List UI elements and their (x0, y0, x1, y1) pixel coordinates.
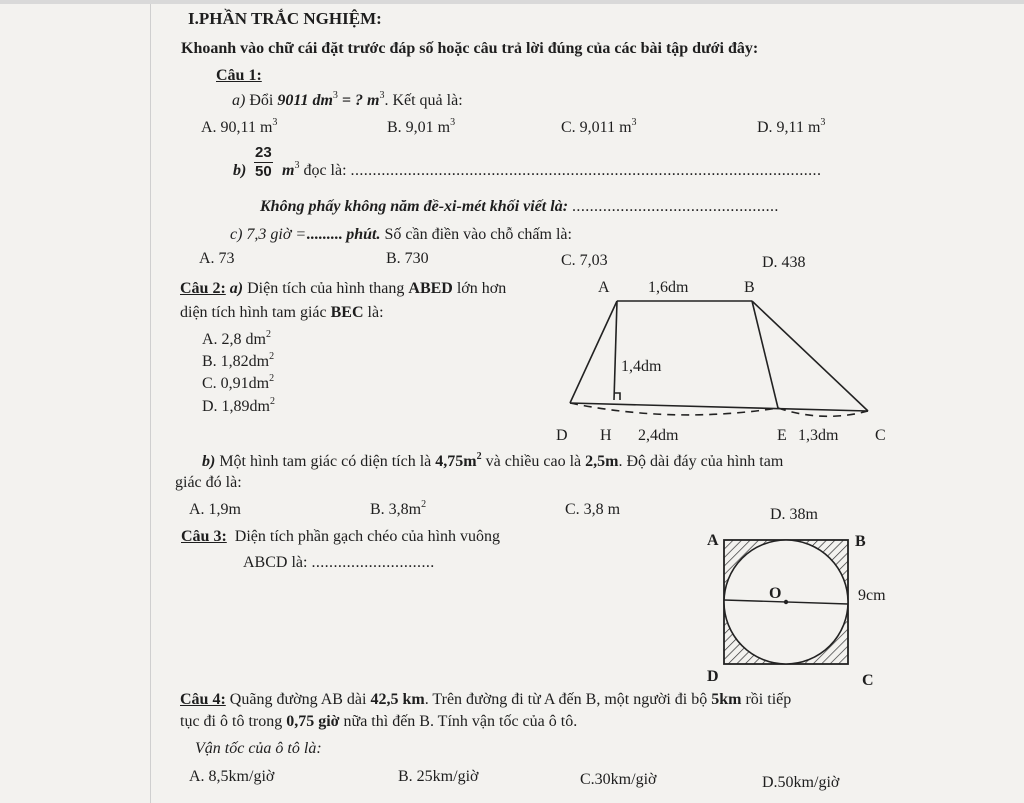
q2a-line2: diện tích hình tam giác BEC là: (180, 304, 384, 321)
label-a: A (598, 279, 610, 296)
q1b-denominator: 50 (255, 163, 272, 180)
q2a-option-a[interactable]: A. 2,8 $dm^2$ (202, 328, 271, 348)
label-dh: 2,4dm (638, 427, 679, 444)
q1a-text4: . Kết quả là: (384, 92, 463, 109)
q4-label: Câu 4: (180, 691, 226, 708)
q1c-option-d[interactable]: D. 438 (762, 254, 806, 271)
label-b: B (744, 279, 755, 296)
q4-option-b[interactable]: B. 25km/giờ (398, 768, 479, 785)
q1c-option-b[interactable]: B. 730 (386, 250, 429, 267)
q1c-option-c[interactable]: C. 7,03 (561, 252, 608, 269)
q4-prompt: Vận tốc của ô tô là: (195, 740, 322, 757)
q4-line2: tục đi ô tô trong 0,75 giờ nữa thì đến B. Tính vận tốc của ô tô. (180, 713, 578, 730)
sq-label-c: C (862, 672, 874, 689)
q2b-option-a[interactable]: A. 1,9m (189, 501, 241, 518)
q1a-prefix: a) (232, 92, 246, 109)
q1a-option-c[interactable]: C. 9,011 $m^3$ (561, 116, 637, 136)
label-e: E (777, 427, 787, 444)
q2a-option-d[interactable]: D. $1,89dm^2$ (202, 395, 275, 415)
sq-label-b: B (855, 533, 866, 550)
q1a-text1: Đổi (249, 92, 274, 109)
label-ab-length: 1,6dm (648, 279, 689, 296)
q4-option-d[interactable]: D.50km/giờ (762, 774, 840, 791)
q1c-line: c) 7,3 giờ =......... phút. Số cần điền vào chỗ chấm là: (230, 226, 572, 243)
q2b-line2: giác đó là: (175, 474, 242, 491)
q4-option-a[interactable]: A. 8,5km/giờ (189, 768, 275, 785)
q1b-dots[interactable]: ........................................................................................................... (350, 162, 822, 179)
q1a-option-b[interactable]: B. 9,01 $m^3$ (387, 116, 456, 136)
q1a-exp2: 3 (379, 89, 385, 101)
q1b-text: $m^3$ đọc là: ........................................................................................................... (282, 159, 822, 179)
q1a-option-a[interactable]: A. 90,11 $m^3$ (201, 116, 278, 136)
q1c-dots[interactable]: ......... (306, 226, 343, 243)
label-ec: 1,3dm (798, 427, 839, 444)
q3-dots[interactable]: ............................ (311, 554, 435, 571)
q4-option-c[interactable]: C.30km/giờ (580, 771, 657, 788)
q1b-numerator: 23 (255, 144, 272, 161)
label-height: 1,4dm (621, 358, 662, 375)
sq-label-a: A (707, 532, 719, 549)
q3-line2: ABCD là: ............................ (243, 554, 435, 571)
q1-label: Câu 1: (216, 67, 262, 84)
q4-line1: Câu 4: Quãng đường AB dài 42,5 km. Trên đường đi từ A đến B, một người đi bộ 5km rồi tiếp (180, 691, 792, 708)
label-h: H (600, 427, 612, 444)
q1b-prefix: b) (233, 162, 247, 179)
q2a-line1: Câu 2: a) Diện tích của hình thang ABED lớn hơn (180, 280, 507, 297)
center-dot (784, 600, 788, 604)
label-c: C (875, 427, 886, 444)
q1b2-line: Không phấy không năm đề-xi-mét khối viết là: ............................................... (260, 198, 779, 215)
q2b-option-d[interactable]: D. 38m (770, 506, 818, 523)
sq-label-d: D (707, 668, 719, 685)
q3-line1: Câu 3: Diện tích phần gạch chéo của hình vuông (181, 528, 501, 545)
instruction: Khoanh vào chữ cái đặt trước đáp số hoặc câu trả lời đúng của các bài tập dưới đây: (181, 40, 759, 57)
q2b-line1: b) Một hình tam giác có diện tích là $4,75m^2$ và chiều cao là 2,5m. Độ dài đáy của hình tam (202, 450, 784, 470)
q1b2-dots[interactable]: ............................................... (572, 198, 779, 215)
q1a-exp1: 3 (332, 89, 338, 101)
sq-label-side: 9cm (858, 587, 886, 604)
q2-label: Câu 2: (180, 280, 226, 297)
section-title: I.PHẦN TRẮC NGHIỆM: (188, 9, 382, 28)
q1a-text3: = ? m (341, 92, 380, 109)
q1a-text2: 9011 dm (277, 92, 333, 109)
q2b-option-c[interactable]: C. 3,8 m (565, 501, 621, 518)
q3-label: Câu 3: (181, 528, 227, 545)
label-d: D (556, 427, 568, 444)
q2b-option-b[interactable]: B. $3,8m^2$ (370, 498, 427, 518)
q1c-option-a[interactable]: A. 73 (199, 250, 235, 267)
q2a-option-c[interactable]: C. $0,91dm^2$ (202, 372, 275, 392)
q1a-option-d[interactable]: D. 9,11 $m^3$ (757, 116, 826, 136)
q2a-option-b[interactable]: B. $1,82dm^2$ (202, 350, 275, 370)
sq-label-o: O (769, 585, 782, 602)
